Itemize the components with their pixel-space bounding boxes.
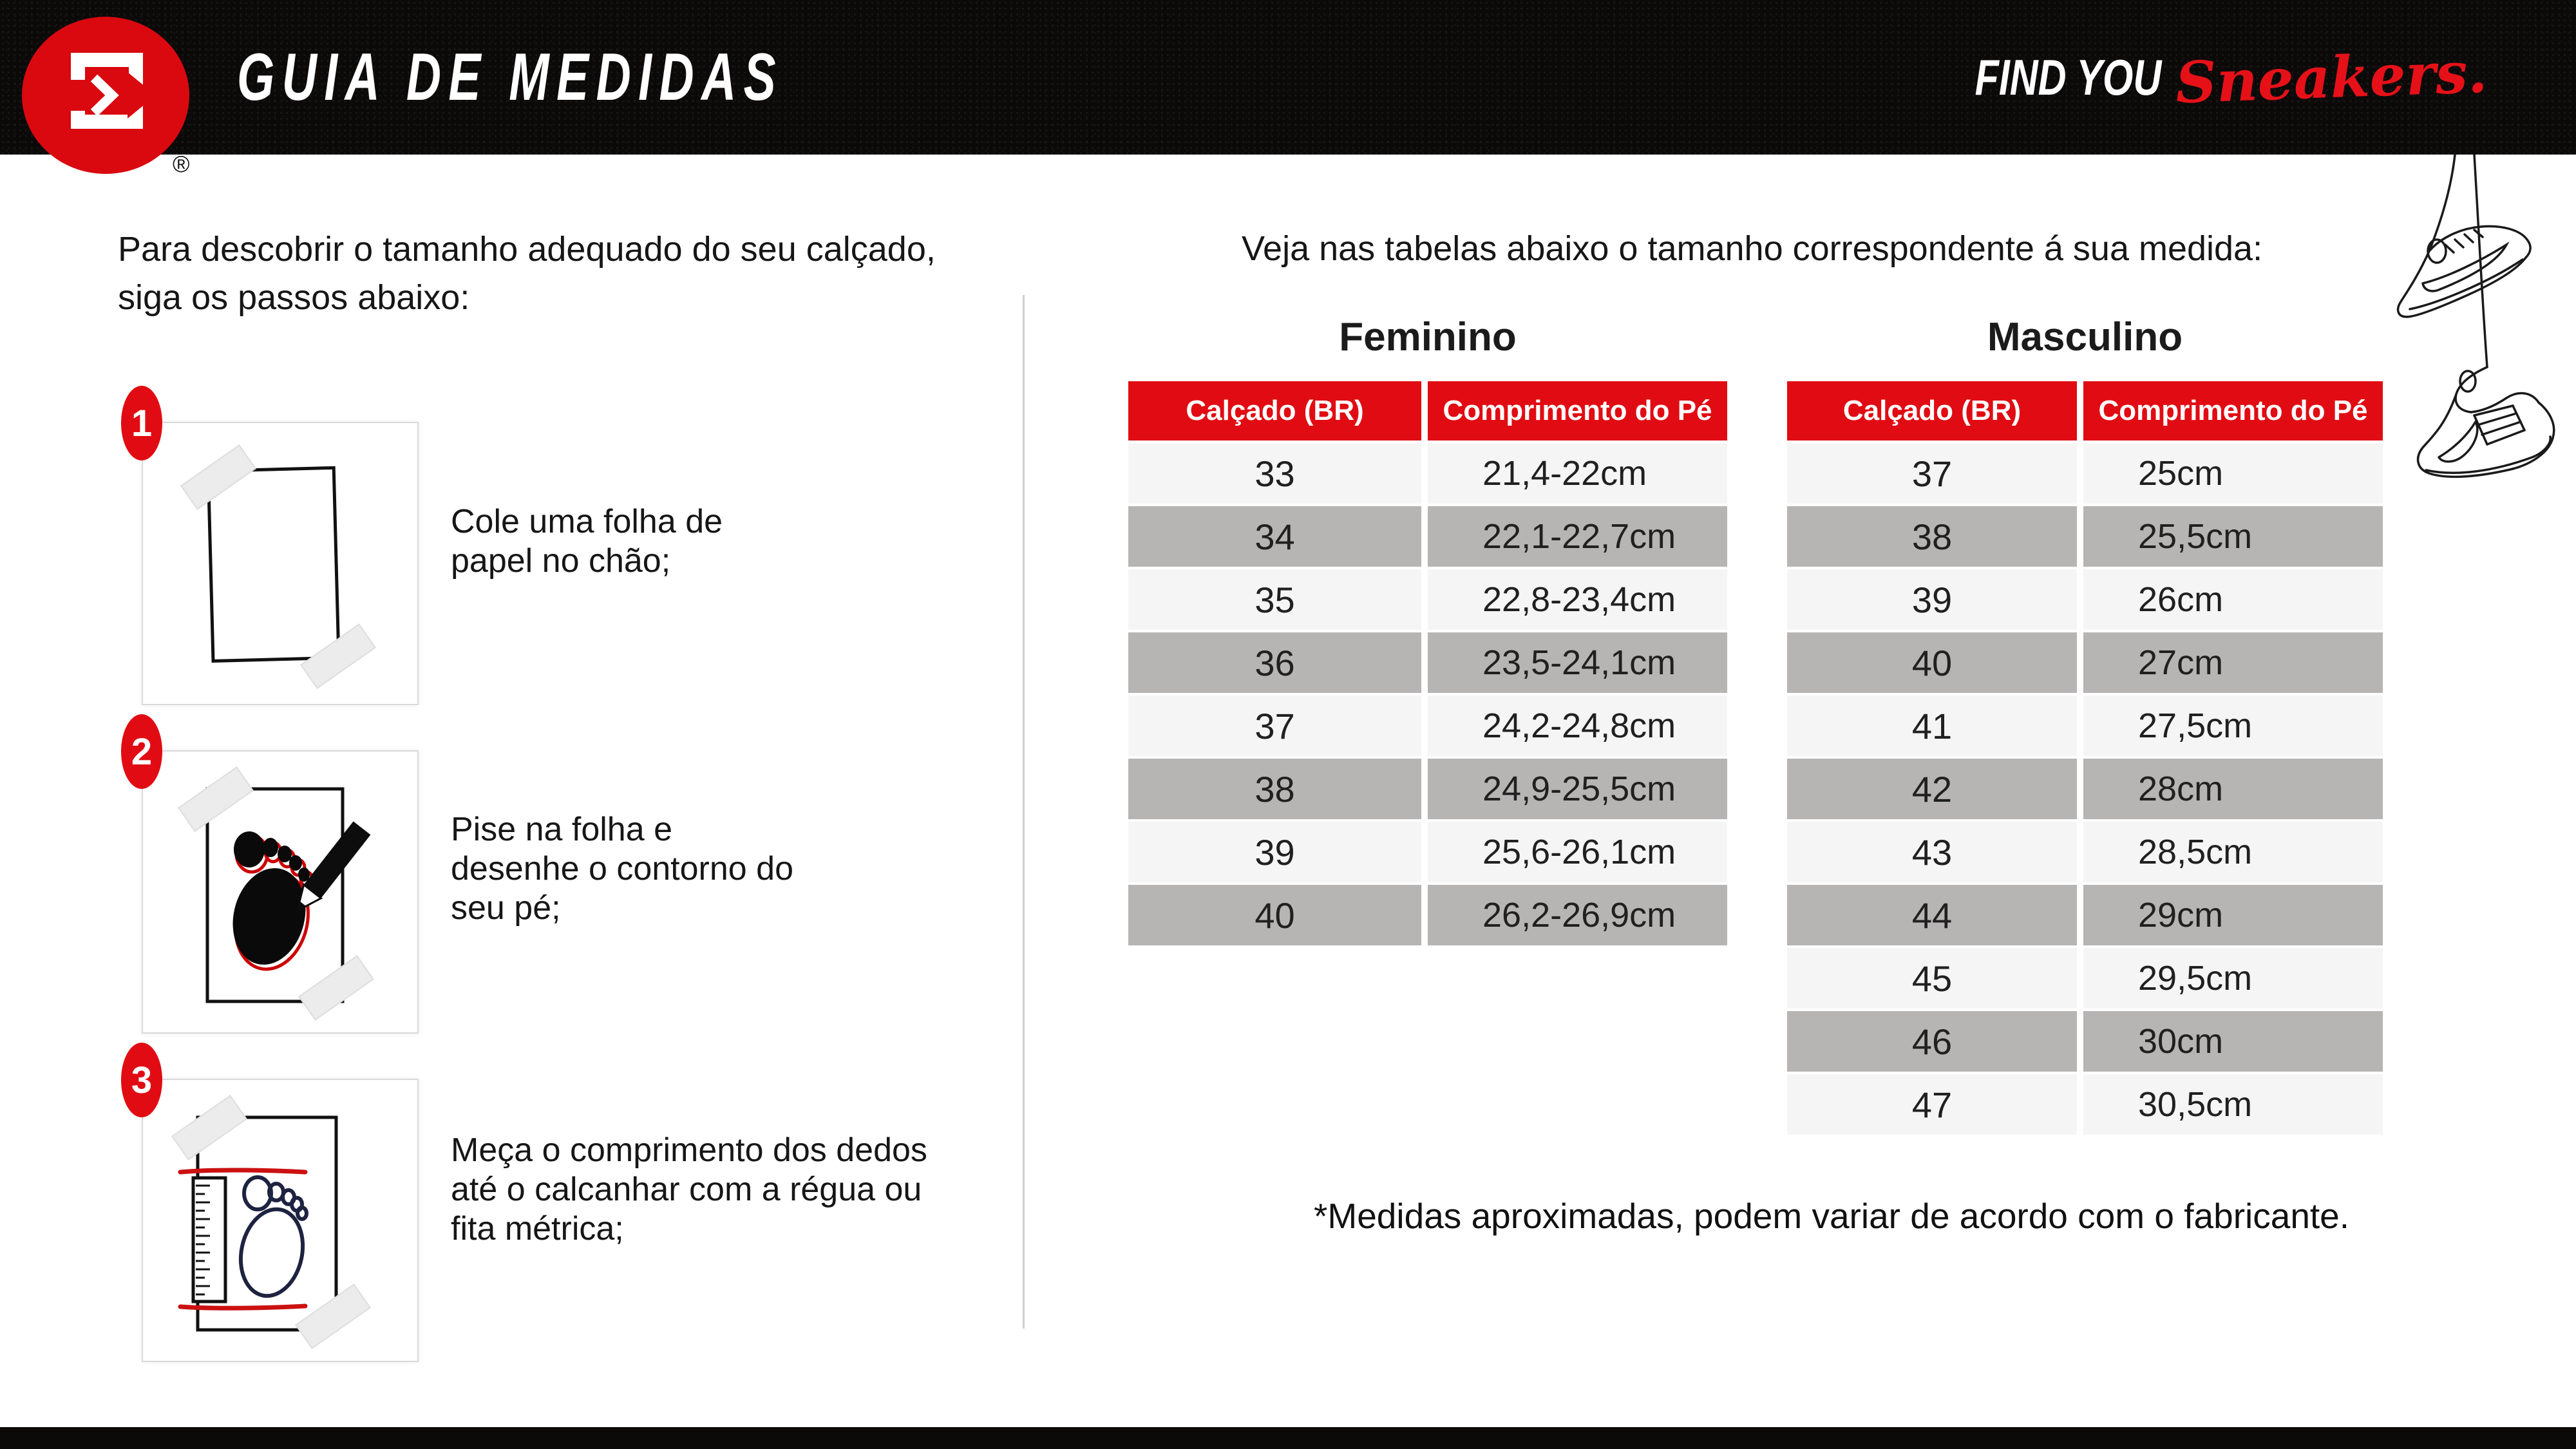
column-header-size: Calçado (BR) [1128,381,1421,440]
step-1-badge [121,386,162,460]
size-cell: 39 [1128,822,1421,882]
step-text-line: Cole uma folha de [451,503,723,540]
table-row [1128,885,1727,945]
brand-lockup [1922,0,2487,155]
table-row [1787,632,2383,693]
table-row [1128,632,1727,693]
step-text-line: até o calcanhar com a régua ou [451,1171,922,1208]
right-intro-text: Veja nas tabelas abaixo o tamanho correspondente á sua medida: [1242,229,2263,268]
table-row [1128,569,1727,630]
length-cell: 27cm [2083,632,2383,693]
left-intro-text [118,225,936,322]
step-1-illustration-box [142,422,419,705]
size-cell: 38 [1787,506,2077,567]
foot-trace-icon [143,752,417,1032]
size-cell: 38 [1128,759,1421,819]
paper-on-floor-icon [143,423,417,704]
length-cell: 26cm [2083,569,2383,630]
size-cell: 37 [1787,443,2077,504]
size-cell: 44 [1787,885,2077,945]
size-cell: 40 [1787,632,2077,693]
masculino-table-title: Masculino [1987,315,2183,359]
table-row [1787,506,2383,567]
length-cell: 24,9-25,5cm [1428,759,1727,819]
size-cell: 37 [1128,696,1421,756]
step-number: 2 [131,730,153,773]
length-cell: 29cm [2083,885,2383,945]
length-cell: 24,2-24,8cm [1428,696,1727,756]
sneaker-top-icon [2398,226,2531,317]
size-cell: 33 [1128,443,1421,504]
table-row [1787,948,2383,1009]
table-row [1787,1074,2383,1135]
length-cell: 30,5cm [2083,1074,2383,1135]
step-text-line: seu pé; [451,889,561,927]
vertical-divider [1023,295,1025,1329]
measure-foot-icon [143,1080,417,1361]
shoelace-string [2429,155,2455,251]
feminino-size-table [1128,381,1727,945]
step-2-text [451,810,793,928]
left-intro-line: siga os passos abaixo: [118,278,470,317]
table-row [1787,569,2383,630]
table-row [1128,443,1727,504]
length-cell: 27,5cm [2083,696,2383,756]
size-cell: 40 [1128,885,1421,945]
masculino-size-table [1787,381,2383,1135]
table-row [1787,696,2383,756]
column-header-length: Comprimento do Pé [2083,381,2383,440]
length-cell: 25,5cm [2083,506,2383,567]
table-row [1787,885,2383,945]
step-text-line: desenhe o contorno do [451,850,793,887]
size-cell: 47 [1787,1074,2077,1135]
length-cell: 22,8-23,4cm [1428,569,1727,630]
brand-find-you-text: FIND YOU [1975,48,2161,106]
table-header-row [1787,381,2383,440]
step-2-badge [121,714,162,789]
sneaker-bottom-icon [2418,367,2554,477]
brand-sneakers-text: Sneakers. [2174,38,2488,117]
step-text-line: fita métrica; [451,1210,624,1247]
table-row [1128,506,1727,567]
column-header-size: Calçado (BR) [1787,381,2077,440]
table-row [1787,443,2383,504]
size-cell: 39 [1787,569,2077,630]
step-3-badge [121,1043,162,1117]
step-2-illustration-box [142,750,419,1034]
length-cell: 29,5cm [2083,948,2383,1009]
size-cell: 42 [1787,759,2077,819]
table-header-row [1128,381,1727,440]
length-cell: 25,6-26,1cm [1428,822,1727,882]
length-cell: 23,5-24,1cm [1428,632,1727,693]
registered-mark: ® [173,151,190,177]
table-row [1787,759,2383,819]
length-cell: 28cm [2083,759,2383,819]
column-header-length: Comprimento do Pé [1428,381,1727,440]
header-bar [0,0,2576,155]
step-1-text [451,502,723,581]
step-number: 3 [131,1059,153,1101]
table-row [1128,696,1727,756]
length-cell: 30cm [2083,1011,2383,1072]
step-text-line: Pise na folha e [451,811,673,848]
size-cell: 36 [1128,632,1421,693]
step-3-illustration-box [142,1079,419,1362]
table-row [1128,822,1727,882]
length-cell: 28,5cm [2083,822,2383,882]
page-title: GUIA DE MEDIDAS [237,39,784,115]
size-cell: 34 [1128,506,1421,567]
step-text-line: Meça o comprimento dos dedos [451,1132,927,1169]
step-number: 1 [131,402,153,444]
footnote-text: *Medidas aproximadas, podem variar de acordo com o fabricante. [1314,1196,2350,1236]
size-cell: 46 [1787,1011,2077,1072]
length-cell: 25cm [2083,443,2383,504]
arrow-box-logo-icon [22,17,189,174]
length-cell: 21,4-22cm [1428,443,1727,504]
size-cell: 35 [1128,569,1421,630]
feminino-table-title: Feminino [1339,315,1517,359]
length-cell: 26,2-26,9cm [1428,885,1727,945]
footer-bar [0,1427,2576,1449]
hanging-sneakers-illustration [2378,155,2571,528]
size-cell: 45 [1787,948,2077,1009]
length-cell: 22,1-22,7cm [1428,506,1727,567]
table-row [1787,1011,2383,1072]
table-row [1787,822,2383,882]
step-3-text [451,1131,927,1249]
ruler-icon [193,1178,225,1302]
size-cell: 41 [1787,696,2077,756]
brand-logo-icon [22,17,189,174]
size-cell: 43 [1787,822,2077,882]
left-intro-line: Para descobrir o tamanho adequado do seu calçado, [118,230,936,269]
table-row [1128,759,1727,819]
step-text-line: papel no chão; [451,542,671,580]
